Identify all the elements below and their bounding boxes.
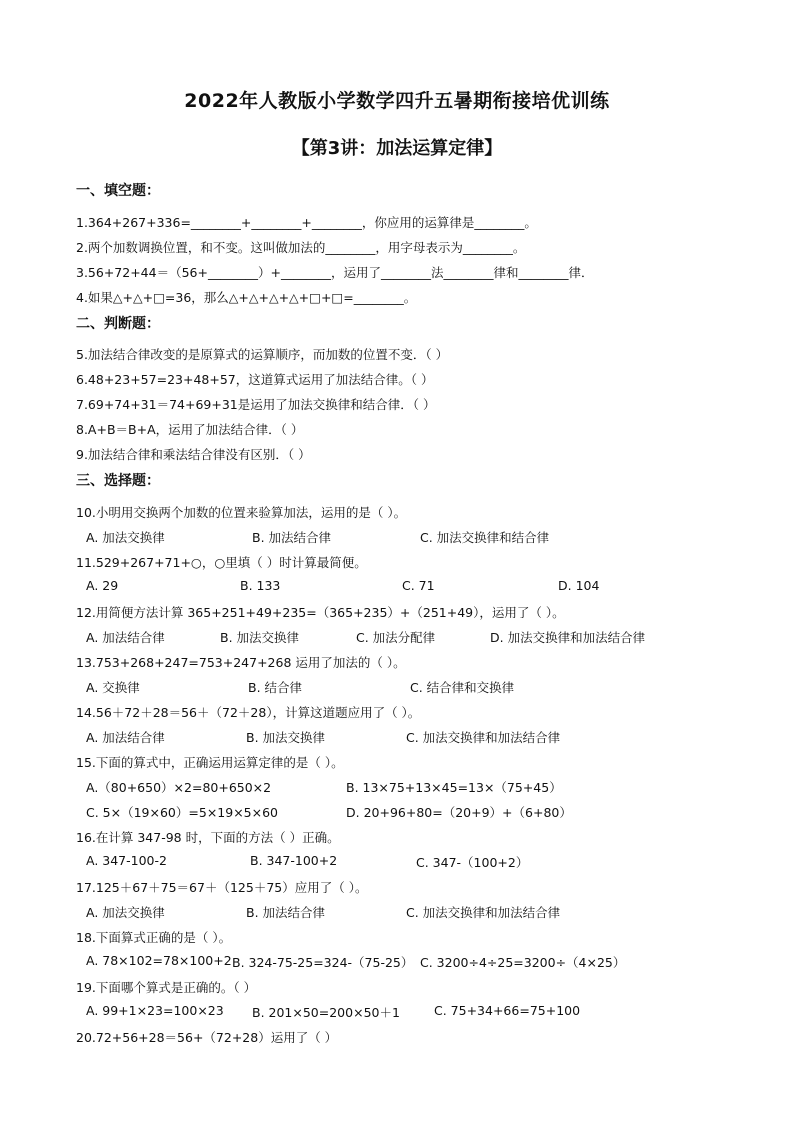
question-20: 20.72+56+28＝56+（72+28）运用了（ ） bbox=[76, 1030, 338, 1045]
question-17-option-a[interactable]: A. 加法交换律 bbox=[86, 905, 165, 920]
question-11-option-c[interactable]: C. 71 bbox=[402, 578, 435, 593]
question-17: 17.125＋67＋75＝67＋（125＋75）应用了（ ）。 bbox=[76, 880, 368, 895]
question-11-option-d[interactable]: D. 104 bbox=[558, 578, 600, 593]
question-4: 4.如果△+△+□=36，那么△+△+△+△+□+□=________。 bbox=[76, 290, 417, 305]
question-17-option-c[interactable]: C. 加法交换律和加法结合律 bbox=[406, 905, 561, 920]
question-18-option-b[interactable]: B. 324-75-25=324-（75-25） bbox=[232, 955, 414, 970]
question-15-option-d[interactable]: D. 20+96+80=（20+9）+（6+80） bbox=[346, 805, 572, 820]
question-12-option-d[interactable]: D. 加法交换律和加法结合律 bbox=[490, 630, 646, 645]
section-heading-judge: 二、判断题： bbox=[76, 316, 160, 332]
page-title: 2022年人教版小学数学四升五暑期衔接培优训练 bbox=[184, 90, 610, 112]
question-16-option-a[interactable]: A. 347-100-2 bbox=[86, 853, 167, 868]
lesson-subtitle: 【第3讲：加法运算定律】 bbox=[291, 138, 503, 159]
question-19: 19.下面哪个算式是正确的。（ ） bbox=[76, 980, 257, 995]
question-6: 6.48+23+57=23+48+57，这道算式运用了加法结合律。（ ） bbox=[76, 372, 434, 387]
question-7: 7.69+74+31＝74+69+31是运用了加法交换律和结合律．（ ） bbox=[76, 397, 436, 412]
question-13-option-c[interactable]: C. 结合律和交换律 bbox=[410, 680, 515, 695]
question-8: 8.A+B＝B+A，运用了加法结合律．（ ） bbox=[76, 422, 304, 437]
question-10-option-a[interactable]: A. 加法交换律 bbox=[86, 530, 165, 545]
question-14-option-c[interactable]: C. 加法交换律和加法结合律 bbox=[406, 730, 561, 745]
question-16-option-b[interactable]: B. 347-100+2 bbox=[250, 853, 338, 868]
question-18: 18.下面算式正确的是（ ）。 bbox=[76, 930, 232, 945]
question-18-option-a[interactable]: A. 78×102=78×100+2 bbox=[86, 953, 232, 968]
question-15-option-a[interactable]: A.（80+650）×2=80+650×2 bbox=[86, 780, 272, 795]
question-3: 3.56+72+44＝（56+________）+________，运用了________法________律和________律． bbox=[76, 265, 594, 280]
section-heading-choice: 三、选择题： bbox=[76, 473, 160, 489]
question-15: 15.下面的算式中，正确运用运算定律的是（ ）。 bbox=[76, 755, 344, 770]
question-17-option-b[interactable]: B. 加法结合律 bbox=[246, 905, 326, 920]
question-14: 14.56＋72＋28＝56＋（72＋28），计算这道题应用了（ ）。 bbox=[76, 705, 421, 720]
question-19-option-c[interactable]: C. 75+34+66=75+100 bbox=[434, 1003, 581, 1018]
question-1: 1.364+267+336=________+________+________，你应用的运算律是________。 bbox=[76, 215, 537, 230]
question-19-option-b[interactable]: B. 201×50=200×50＋1 bbox=[252, 1005, 400, 1020]
question-11-option-b[interactable]: B. 133 bbox=[240, 578, 281, 593]
question-12-option-c[interactable]: C. 加法分配律 bbox=[356, 630, 436, 645]
question-16-option-c[interactable]: C. 347-（100+2） bbox=[416, 855, 529, 870]
question-12: 12.用简便方法计算 365+251+49+235=（365+235）+（251+49），运用了（ ）。 bbox=[76, 605, 565, 620]
section-heading-fill: 一、填空题： bbox=[76, 183, 160, 199]
question-15-option-b[interactable]: B. 13×75+13×45=13×（75+45） bbox=[346, 780, 562, 795]
question-12-option-a[interactable]: A. 加法结合律 bbox=[86, 630, 165, 645]
question-13: 13.753+268+247=753+247+268 运用了加法的（ ）。 bbox=[76, 655, 406, 670]
question-10-option-c[interactable]: C. 加法交换律和结合律 bbox=[420, 530, 550, 545]
question-10-option-b[interactable]: B. 加法结合律 bbox=[252, 530, 332, 545]
question-5: 5.加法结合律改变的是原算式的运算顺序，而加数的位置不变．（ ） bbox=[76, 347, 449, 362]
question-11: 11.529+267+71+○，○里填（ ）时计算最简便。 bbox=[76, 555, 367, 570]
question-9: 9.加法结合律和乘法结合律没有区别．（ ） bbox=[76, 447, 311, 462]
question-14-option-b[interactable]: B. 加法交换律 bbox=[246, 730, 326, 745]
question-19-option-a[interactable]: A. 99+1×23=100×23 bbox=[86, 1003, 224, 1018]
question-2: 2.两个加数调换位置，和不变。这叫做加法的________，用字母表示为________。 bbox=[76, 240, 526, 255]
question-13-option-b[interactable]: B. 结合律 bbox=[248, 680, 303, 695]
question-14-option-a[interactable]: A. 加法结合律 bbox=[86, 730, 165, 745]
question-15-option-c[interactable]: C. 5×（19×60）=5×19×5×60 bbox=[86, 805, 278, 820]
question-10: 10.小明用交换两个加数的位置来验算加法，运用的是（ ）。 bbox=[76, 505, 407, 520]
question-11-option-a[interactable]: A. 29 bbox=[86, 578, 119, 593]
question-13-option-a[interactable]: A. 交换律 bbox=[86, 680, 140, 695]
question-16: 16.在计算 347-98 时，下面的方法（ ）正确。 bbox=[76, 830, 340, 845]
question-18-option-c[interactable]: C. 3200÷4÷25=3200÷（4×25） bbox=[420, 955, 626, 970]
question-12-option-b[interactable]: B. 加法交换律 bbox=[220, 630, 300, 645]
